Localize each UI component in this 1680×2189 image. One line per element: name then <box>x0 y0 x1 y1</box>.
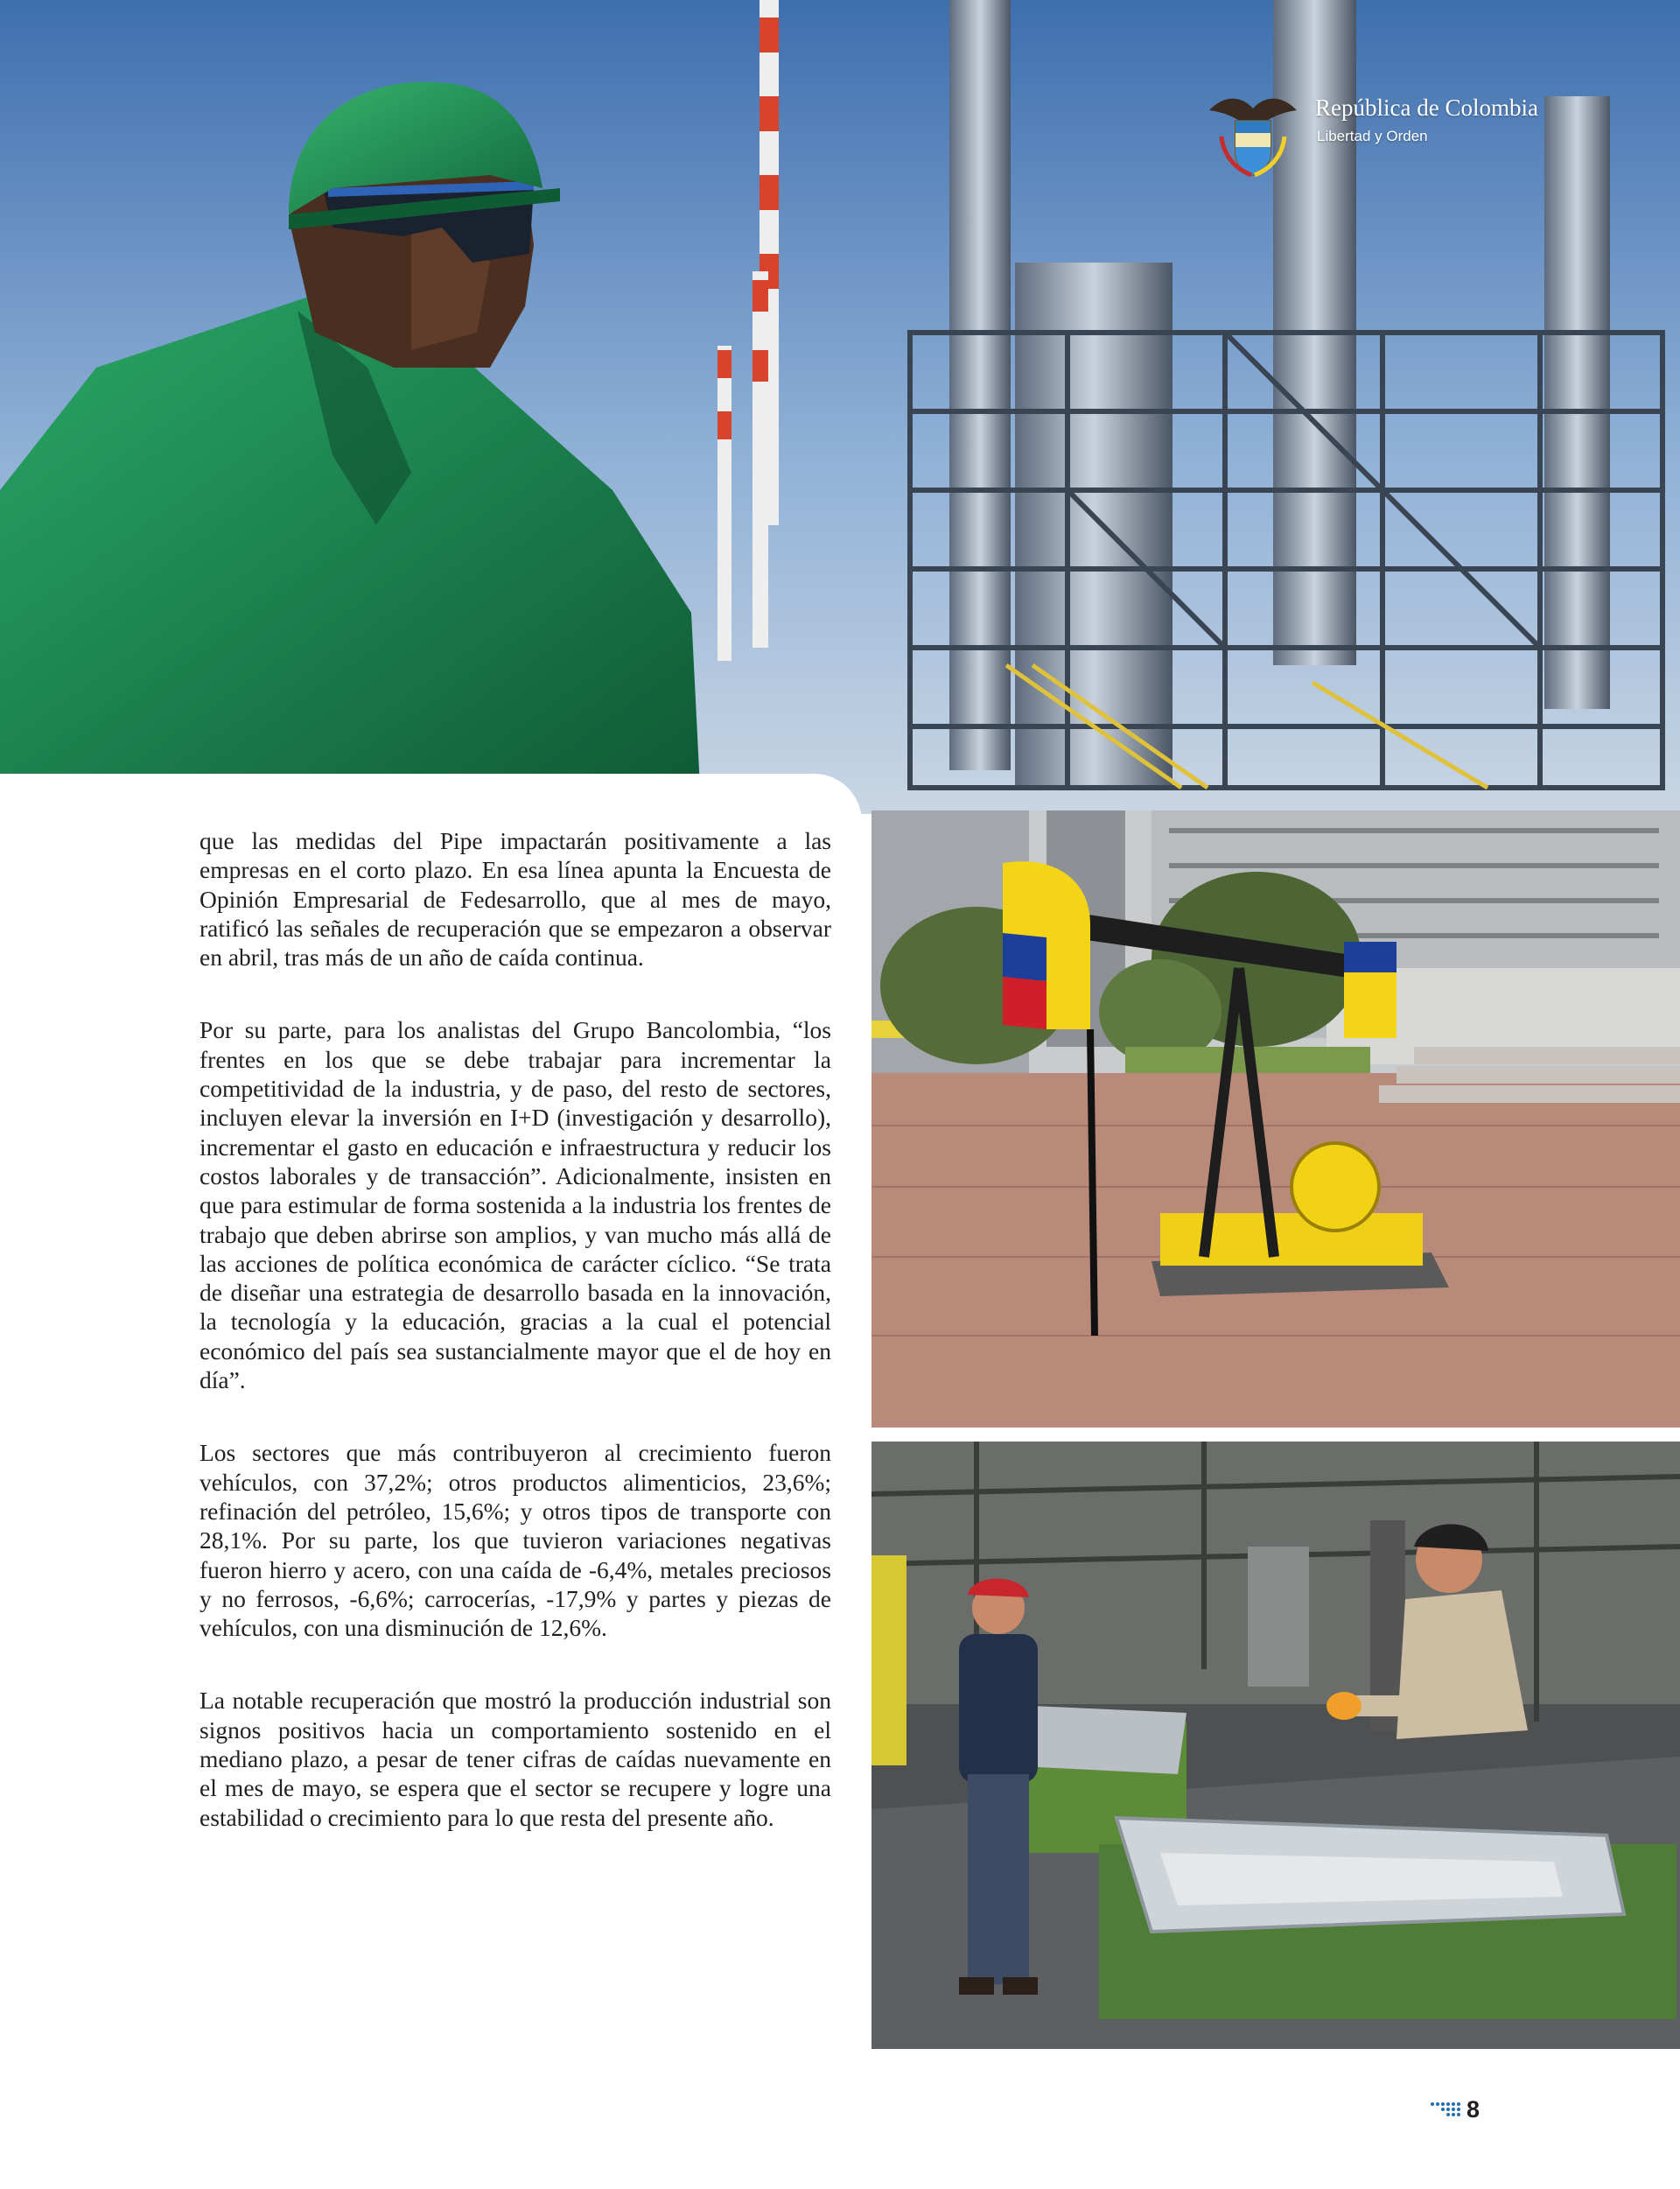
coat-of-arms-icon <box>1204 84 1302 180</box>
dot-grid-icon <box>1430 2101 1461 2117</box>
page-footer <box>1430 2094 1480 2124</box>
hero-refinery-photo <box>0 0 1680 814</box>
article-paragraph-2: Por su parte, para los analistas del Grupo Bancolombia, “los frentes en los que se debe trabajar para incrementar la competitividad de la industria, y de paso, del resto de sectores, incluyen elevar la inversión en I+D (investigación y desarrollo), incrementar el gasto en educación e infraestructura y reducir los costos laborales y de transacción”. Adicionalmente, insisten en que para estimular de forma sostenida a la industria los frentes de trabajo que deben abrirse son amplios, y van mucho más allá de las acciones de política económica de carácter cíclico. “Se trata de diseñar una estrategia de desarrollo basada en la innovación, la tecnología y la educación, gracias a la cual el potencial económico del país sea sustancialmente mayor que el de hoy en día”. <box>200 1016 831 1394</box>
republic-motto: Libertad y Orden <box>1317 128 1428 144</box>
republic-name: República de Colombia <box>1315 95 1538 121</box>
article-body <box>200 826 831 1876</box>
page-number: 8 <box>1466 2095 1480 2122</box>
hero-corner-cutout <box>0 774 862 814</box>
article-paragraph-1: que las medidas del Pipe impactarán positivamente a las empresas en el corto plazo. En esa línea apunta la Encuesta de Opinión Empresarial de Fedesarrollo, que al mes de mayo, ratificó las señales de recuperación que se empezaron a observar en abril, tras más de un año de caída continua. <box>200 827 831 972</box>
pump-jack-photo <box>872 810 1680 1428</box>
article-paragraph-4: La notable recuperación que mostró la producción industrial son signos positivos hacia un comportamiento sostenido en el mediano plazo, a pesar de tener cifras de caídas nuevamente en el mes de mayo, se espera que el sector se recupere y logre una estabilidad o crecimiento para lo que resta del presente año. <box>200 1687 831 1831</box>
article-paragraph-3: Los sectores que más contribuyeron al crecimiento fueron vehículos, con 37,2%; otros productos alimenticios, 23,6%; refinación del petróleo, 15,6%; y otros tipos de transporte con 28,1%. Por su parte, los que tuvieron variaciones negativas fueron hierro y acero, con una caída de -6,4%, metales preciosos y no ferrosos, -6,6%; carrocerías, -17,9% y partes y piezas de vehículos, con una disminución de 12,6%. <box>200 1439 831 1642</box>
factory-workers-photo <box>872 1442 1680 2049</box>
